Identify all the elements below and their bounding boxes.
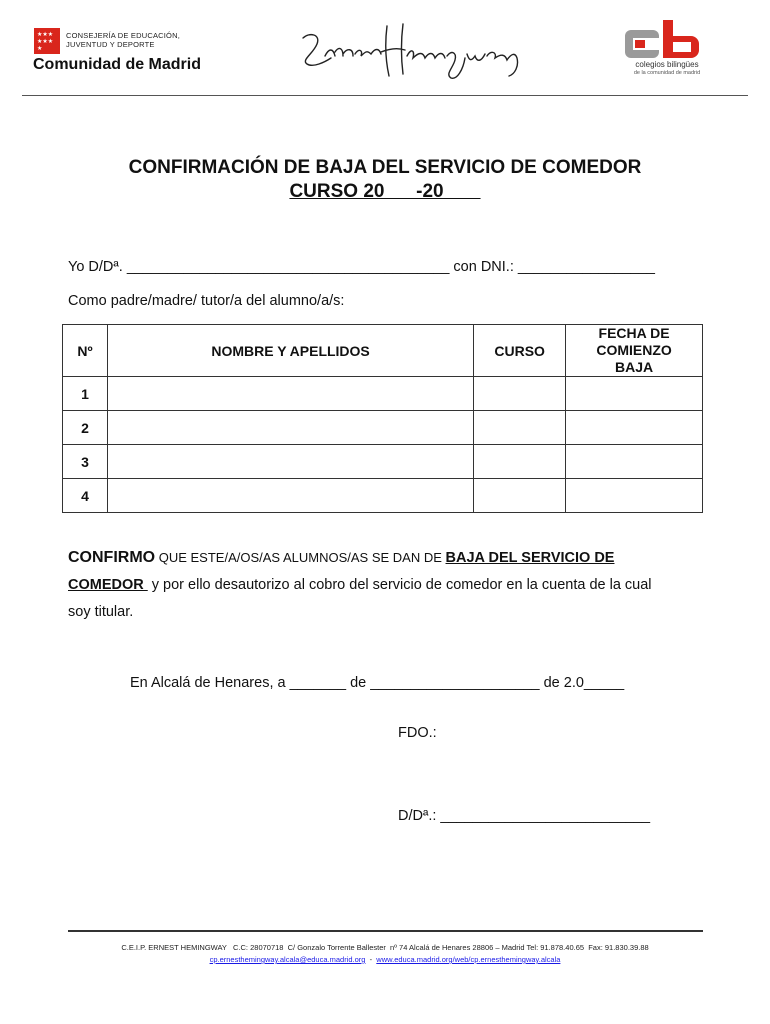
confirm-text-3: soy titular. bbox=[68, 604, 134, 620]
hemingway-signature-logo bbox=[295, 18, 535, 84]
footer-divider bbox=[68, 930, 703, 932]
cb-line-2: de la comunidad de madrid bbox=[633, 70, 701, 76]
fecha-cell[interactable] bbox=[566, 445, 703, 479]
footer-address: C.E.I.P. ERNEST HEMINGWAY C.C: 28070718 C/ Gonzalo Torrente Ballester nº 74 Alcalá de Henares 28806 – Madrid Tel: 91.878.40.65 Fax: 91.830.39.88 bbox=[121, 943, 649, 952]
table-row bbox=[63, 479, 703, 513]
header-fecha-line-3: BAJA bbox=[614, 359, 654, 375]
header-fecha-line-1: FECHA DE bbox=[598, 325, 670, 341]
comunidad-madrid-logo bbox=[30, 22, 240, 82]
place-date-line: En Alcalá de Henares, a _______ de _____________________ de 2.0_____ bbox=[130, 675, 625, 691]
colegios-bilingues-logo bbox=[595, 18, 735, 86]
curso-cell[interactable] bbox=[474, 377, 566, 411]
header-divider bbox=[22, 95, 748, 96]
header-curso: CURSO bbox=[474, 325, 566, 377]
curso-cell[interactable] bbox=[474, 411, 566, 445]
table-header-row bbox=[63, 325, 703, 377]
department-line-1: CONSEJERÍA DE EDUCACIÓN, bbox=[66, 31, 180, 40]
parent-line: Como padre/madre/ tutor/a del alumno/a/s: bbox=[68, 293, 345, 309]
table-row bbox=[63, 377, 703, 411]
name-cell[interactable] bbox=[107, 411, 473, 445]
department-name bbox=[66, 31, 180, 49]
confirmation-paragraph bbox=[68, 544, 708, 626]
yo-line: Yo D/Dª. ________________________________________ con DNI.: _________________ bbox=[68, 259, 655, 275]
footer-contact bbox=[0, 955, 770, 964]
confirm-text-1: QUE ESTE/A/OS/AS ALUMNOS/AS SE DAN DE bbox=[155, 550, 446, 565]
confirm-bold-1: BAJA DEL SERVICIO DE bbox=[445, 550, 615, 566]
course-line bbox=[0, 181, 770, 203]
name-cell[interactable] bbox=[107, 479, 473, 513]
department-line-2: JUVENTUD Y DEPORTE bbox=[66, 40, 155, 49]
fecha-cell[interactable] bbox=[566, 479, 703, 513]
header-name: NOMBRE Y APELLIDOS bbox=[107, 325, 473, 377]
name-cell[interactable] bbox=[107, 377, 473, 411]
fdo-label: FDO.: bbox=[398, 725, 437, 741]
table-row bbox=[63, 411, 703, 445]
community-name: Comunidad de Madrid bbox=[33, 56, 201, 73]
cb-line-1: colegios bilingües bbox=[635, 60, 699, 69]
row-number: 2 bbox=[63, 411, 108, 445]
curso-cell[interactable] bbox=[474, 479, 566, 513]
fecha-cell[interactable] bbox=[566, 377, 703, 411]
confirm-bold-2: COMEDOR bbox=[68, 577, 148, 593]
fecha-cell[interactable] bbox=[566, 411, 703, 445]
document-title: CONFIRMACIÓN DE BAJA DEL SERVICIO DE COMEDOR bbox=[128, 157, 642, 178]
table-row bbox=[63, 445, 703, 479]
header-fecha-line-2: COMIENZO bbox=[596, 342, 672, 358]
students-table bbox=[62, 324, 703, 513]
curso-cell[interactable] bbox=[474, 445, 566, 479]
madrid-flag-icon: ★★★ ★★★ ★ bbox=[34, 28, 60, 54]
row-number: 1 bbox=[63, 377, 108, 411]
header-num: Nº bbox=[63, 325, 108, 377]
row-number: 4 bbox=[63, 479, 108, 513]
cb-monogram-icon bbox=[595, 18, 735, 62]
name-cell[interactable] bbox=[107, 445, 473, 479]
email-link[interactable]: cp.ernesthemingway.alcala@educa.madrid.org bbox=[209, 955, 366, 964]
website-link[interactable]: www.educa.madrid.org/web/cp.ernesthemingway.alcala bbox=[376, 955, 561, 964]
row-number: 3 bbox=[63, 445, 108, 479]
course-text: CURSO 20 -20 bbox=[289, 181, 481, 202]
confirm-text-2: y por ello desautorizo al cobro del servicio de comedor en la cuenta de la cual bbox=[147, 577, 652, 593]
cb-text bbox=[607, 60, 727, 78]
signer-line: D/Dª.: __________________________ bbox=[398, 808, 651, 824]
header-fecha bbox=[566, 325, 703, 377]
footer-separator: - bbox=[365, 955, 377, 964]
confirm-word: CONFIRMO bbox=[68, 549, 156, 566]
